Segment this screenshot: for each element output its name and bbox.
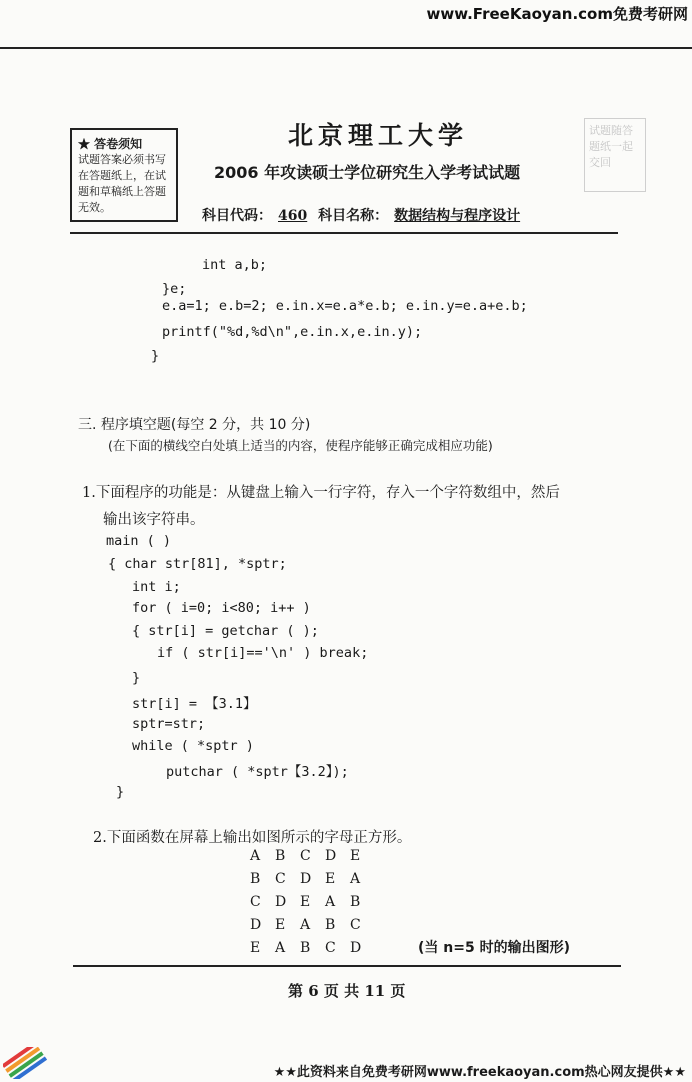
figure-caption: (当 n=5 时的输出图形) xyxy=(418,940,570,956)
letter-cell: C xyxy=(250,894,261,910)
code-line: { char str[81], *sptr; xyxy=(108,556,287,572)
page-number: 第 6 页 共 11 页 xyxy=(288,982,406,1000)
section-heading: 三. 程序填空题(每空 2 分，共 10 分) xyxy=(78,417,311,433)
site-logo-icon xyxy=(3,1047,47,1079)
code-line: main ( ) xyxy=(106,533,172,549)
letter-cell: D xyxy=(325,848,337,864)
answer-notice-box xyxy=(70,128,178,222)
letter-cell: B xyxy=(300,940,311,956)
letter-cell: E xyxy=(275,917,286,933)
letter-cell: B xyxy=(250,871,261,887)
code-line: } xyxy=(116,784,125,800)
letter-row xyxy=(250,917,375,940)
letter-cell: A xyxy=(275,940,286,956)
question-1-text: 1.下面程序的功能是：从键盘上输入一行字符，存入一个字符数组中，然后 xyxy=(82,485,560,501)
code-line: } xyxy=(132,670,141,686)
letter-cell: C xyxy=(325,940,336,956)
letter-cell: E xyxy=(250,940,261,956)
subject-name: 数据结构与程序设计 xyxy=(394,208,521,224)
code-line: } xyxy=(151,348,160,364)
letter-cell: A xyxy=(325,894,336,910)
letter-cell: D xyxy=(250,917,262,933)
subject-line xyxy=(202,205,526,225)
footer-rule xyxy=(73,965,621,967)
question-2-text: 2.下面函数在屏幕上输出如图所示的字母正方形。 xyxy=(93,830,412,846)
code-line: for ( i=0; i<80; i++ ) xyxy=(132,600,311,616)
section-instruction: (在下面的横线空白处填上适当的内容，使程序能够正确完成相应功能) xyxy=(108,438,493,453)
subject-name-label: 科目名称： xyxy=(318,208,389,224)
letter-cell: B xyxy=(275,848,286,864)
letter-cell: E xyxy=(300,894,311,910)
letter-square xyxy=(250,848,375,963)
subject-code-label: 科目代码： xyxy=(202,208,272,224)
notice-body: 试题答案必须书写在答题纸上，在试题和草稿纸上答题无效。 xyxy=(78,153,166,214)
letter-cell: B xyxy=(350,894,361,910)
code-line: sptr=str; xyxy=(132,716,206,732)
letter-row xyxy=(250,871,375,894)
code-line: if ( str[i]=='\n' ) break; xyxy=(157,645,369,661)
bottom-banner: ★★此资料来自免费考研网www.freekaoyan.com热心网友提供★★ xyxy=(273,1065,686,1080)
subject-code: 460 xyxy=(278,208,308,224)
code-line: }e; xyxy=(162,281,187,297)
title-rule xyxy=(70,232,618,234)
letter-cell: D xyxy=(275,894,287,910)
code-line: e.a=1; e.b=2; e.in.x=e.a*e.b; e.in.y=e.a+e.b; xyxy=(162,298,528,314)
code-line: { str[i] = getchar ( ); xyxy=(132,623,319,639)
letter-row xyxy=(250,894,375,917)
letter-cell: E xyxy=(325,871,336,887)
code-line: printf("%d,%d\n",e.in.x,e.in.y); xyxy=(162,324,423,340)
letter-cell: B xyxy=(325,917,336,933)
header-rule xyxy=(0,47,692,49)
letter-cell: A xyxy=(350,871,361,887)
letter-cell: D xyxy=(350,940,362,956)
university-name: 北京理工大学 xyxy=(288,121,469,150)
faded-stamp: 试题随答题纸一起交回 xyxy=(584,118,646,192)
code-line: int a,b; xyxy=(202,257,268,273)
blank-3-1-line: str[i] = 【3.1】 xyxy=(132,696,257,712)
notice-title: ★ 答卷须知 xyxy=(78,137,143,151)
question-1-text-cont: 输出该字符串。 xyxy=(103,512,205,528)
letter-cell: D xyxy=(300,871,312,887)
site-header: www.FreeKaoyan.com免费考研网 xyxy=(426,5,688,23)
blank-3-2-line: putchar ( *sptr【3.2】); xyxy=(166,764,349,780)
letter-cell: C xyxy=(350,917,361,933)
code-line: while ( *sptr ) xyxy=(132,738,254,754)
letter-row xyxy=(250,848,375,871)
letter-cell: C xyxy=(300,848,311,864)
code-line: int i; xyxy=(132,579,181,595)
letter-cell: A xyxy=(250,848,261,864)
letter-row xyxy=(250,940,375,963)
letter-cell: C xyxy=(275,871,286,887)
exam-title: 2006 年攻读硕士学位研究生入学考试试题 xyxy=(214,163,521,182)
letter-cell: E xyxy=(350,848,361,864)
letter-cell: A xyxy=(300,917,311,933)
